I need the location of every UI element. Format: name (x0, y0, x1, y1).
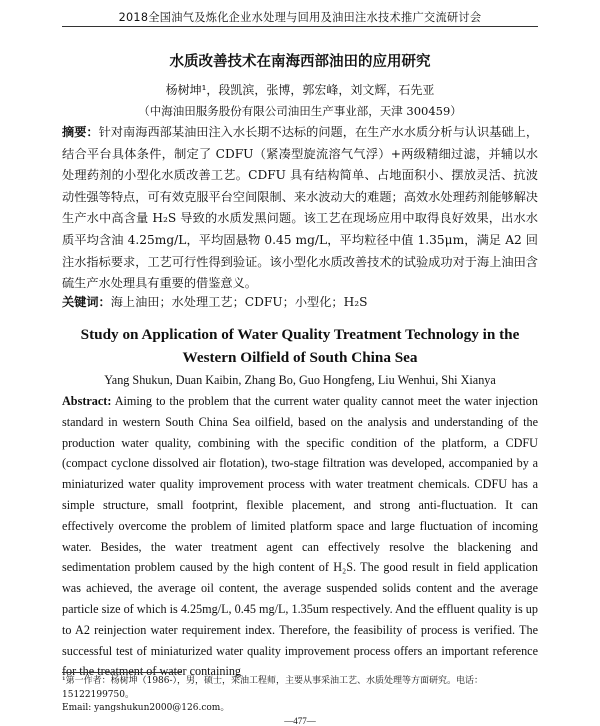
header-rule (62, 26, 538, 27)
chinese-keywords-label: 关键词： (62, 295, 111, 309)
footnote-line-1: ¹第一作者：杨树坤（1986-），男，硕士，采油工程师，主要从事采油工艺、水质处理等方面研究。电话：15122199750。 (62, 676, 484, 700)
english-abstract-label: Abstract: (62, 394, 112, 408)
footnote (62, 675, 538, 716)
footnote-line-2: Email: yangshukun2000@126.com。 (62, 703, 230, 713)
chinese-keywords-text: 海上油田；水处理工艺；CDFU；小型化；H₂S (110, 295, 368, 309)
english-title: Study on Application of Water Quality Treatment Technology in the Western Oilfield of South China Sea (80, 326, 520, 366)
chinese-authors: 杨树坤¹，段凯滨，张博，郭宏峰，刘文辉，石先亚 (165, 83, 435, 97)
running-header: 2018全国油气及炼化企业水处理与回用及油田注水技术推广交流研讨会 (118, 11, 482, 24)
chinese-abstract-text: 针对南海西部某油田注入水长期不达标的问题，在生产水水质分析与认识基础上，结合平台具体条件，制定了 CDFU（紧凑型旋流溶气气浮）+两级精细过滤，并辅以水处理药剂的小型化水质改善工艺。CDFU 具有结构简单、占地面积小、摆放灵活、抗波动性强等特点，可有效克服平台空间限制、来水波动大的难题；高效水处理药剂能够解决生产水中高含量 H₂S 导致的水质发黑问题。该工艺在现场应用中取得良好效果，出水水质平均含油 4.25mg/L，平均固悬物 0.45 mg/L，平均粒径中值 1.35μm，满足 A2 回注水指标要求，工艺可行性得到验证。该小型化水质改善技术的试验成功对于海上油田含硫生产水处理具有重要的借鉴意义。 (62, 125, 539, 291)
english-authors: Yang Shukun, Duan Kaibin, Zhang Bo, Guo Hongfeng, Liu Wenhui, Shi Xianya (104, 373, 496, 387)
chinese-abstract (62, 122, 538, 295)
page-number: —477— (284, 716, 316, 726)
chinese-affiliation: （中海油田服务股份有限公司油田生产事业部，天津 300459） (138, 104, 462, 118)
chinese-abstract-label: 摘要： (62, 125, 99, 139)
english-abstract (62, 391, 538, 682)
footnote-rule (62, 672, 182, 673)
chinese-title: 水质改善技术在南海西部油田的应用研究 (169, 54, 431, 70)
chinese-keywords (62, 293, 538, 310)
english-abstract-text: Aiming to the problem that the current water quality cannot meet the water injection standard in western South China Sea oilfield, based on the analysis and understanding of the production water quality, combining with the specific condition of the platform, a CDFU (compact cyclone dissolved air flotation), two-stage filtration was developed, accompanied by a miniaturized water quality improvement process with water treatment chemicals. CDFU has a simple structure, small footprint, flexible placement, and strong anti-fluctuation. It can effectively overcome the problem of limited platform space and large fluctuation of incoming water. Besides, the water treatment agent can effectively resolve the blackening and sedimentation problem caused by the high content of H₂S. The good result in field application was achieved, the average oil content, the average suspended solids content and the average particle size of which is 4.25mg/L, 0.45 mg/L, 1.35um respectively. And the effluent quality is up to A2 reinjection water requirement index. Therefore, the feasibility of process is verified. The successful test of miniaturized water quality improvement process offers an important reference for the treatment of water containing (62, 394, 538, 679)
